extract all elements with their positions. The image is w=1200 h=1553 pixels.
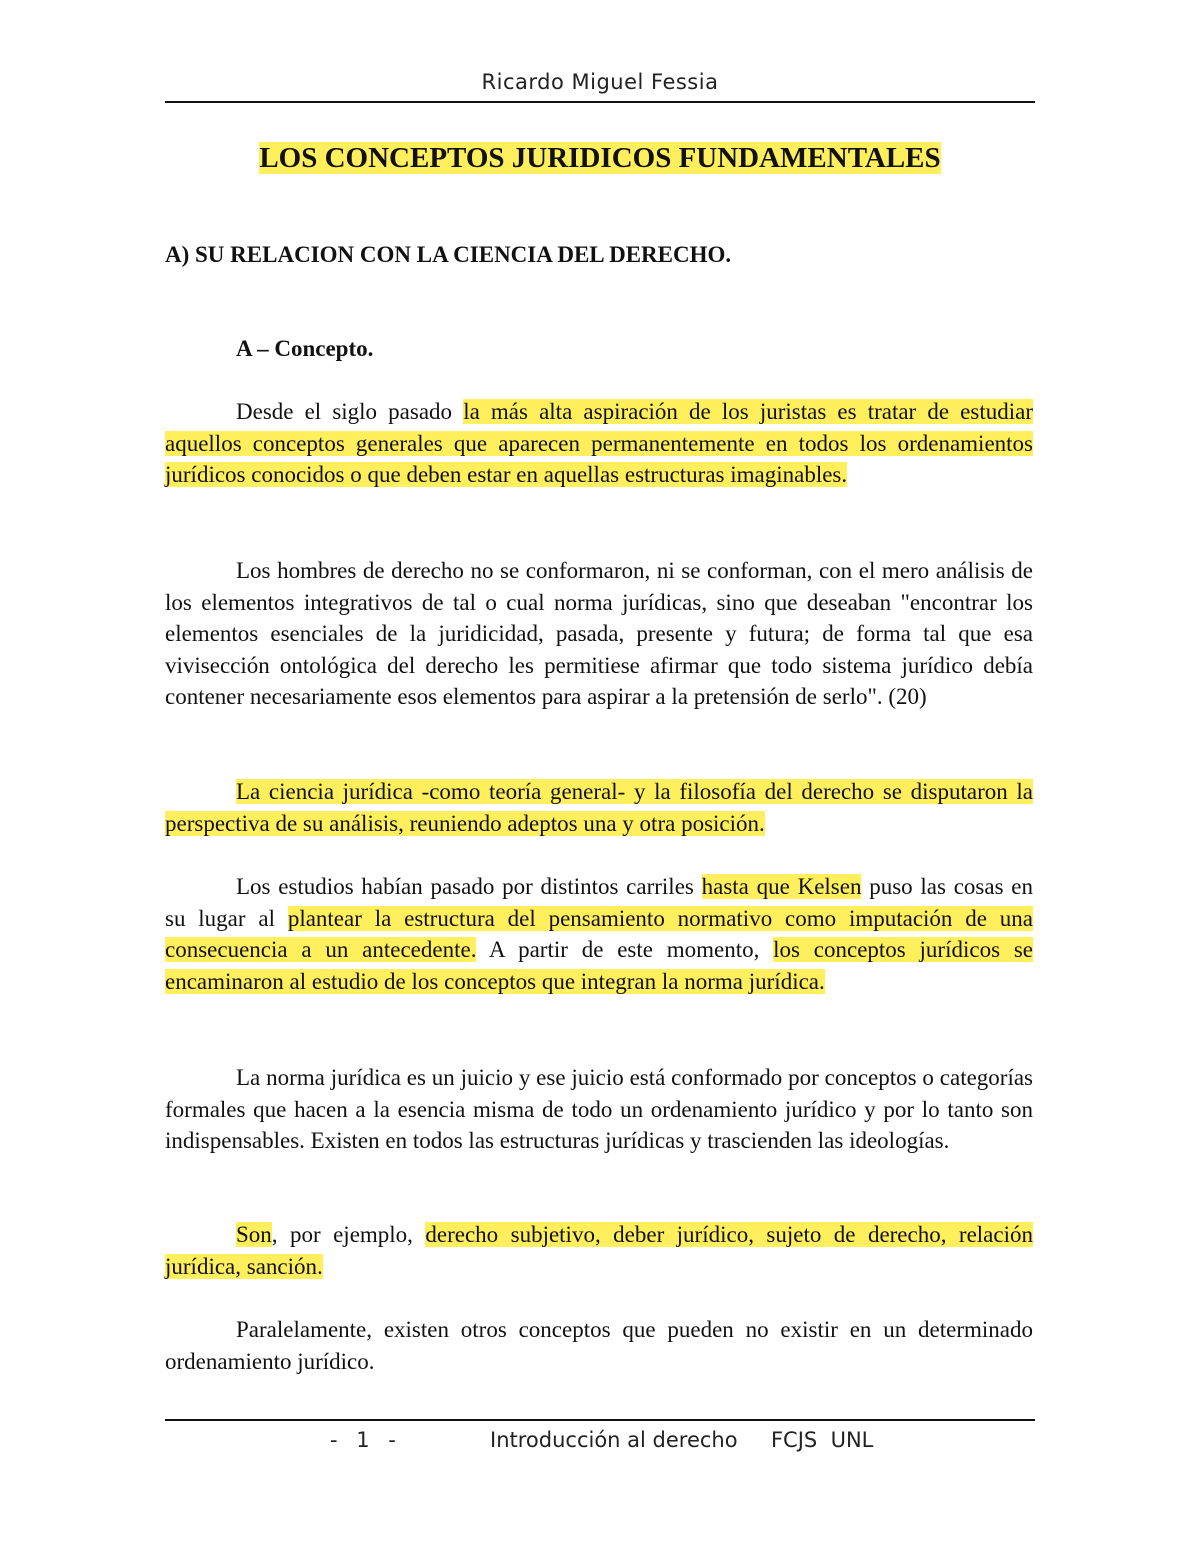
paragraph (165, 555, 1033, 713)
highlighted-text: La ciencia jurídica -como teoría general- y la filosofía del derecho se disputaron la perspectiva de su análisis, reuniendo adeptos una y otra posición. (165, 779, 1033, 836)
paragraph-text: Los estudios habían pasado por distintos carriles (236, 874, 702, 899)
footer-rule (165, 1419, 1035, 1421)
paragraph (165, 871, 1033, 997)
paragraph (165, 776, 1033, 839)
paragraph-text: , por ejemplo, (271, 1222, 426, 1247)
page-header-author: Ricardo Miguel Fessia (481, 70, 719, 94)
paragraph-text: A partir de este momento, (476, 937, 774, 962)
highlighted-text: los conceptos jurídicos se encaminaron al estudio de los conceptos que integran la norma jurídica. (165, 937, 1033, 994)
paragraph-text: puso las cosas en su lugar al (165, 874, 1033, 931)
highlighted-text: la más alta aspiración de los juristas es tratar de estudiar aquellos conceptos generales que aparecen permanentemente en todos los ordenamientos jurídicos conocidos o que deben estar en aquellas estructuras imaginables. (165, 399, 1033, 487)
highlighted-text: Son (236, 1222, 272, 1247)
highlighted-text: deber jurídico, sujeto de derecho, relación jurídica, sanción. (165, 1222, 1033, 1279)
page-number: - 1 - (330, 1428, 402, 1452)
highlighted-text: derecho subjetivo, (425, 1222, 601, 1247)
sub-heading: A – Concepto. (236, 336, 374, 361)
paragraph (165, 1219, 1033, 1282)
paragraph (165, 396, 1033, 491)
section-heading: A) SU RELACION CON LA CIENCIA DEL DERECHO. (165, 242, 732, 267)
paragraph-text: La norma jurídica es un juicio y ese juicio está conformado por conceptos o categorías formales que hacen a la esencia misma de todo un ordenamiento jurídico y por lo tanto son indispensables. Existen en todos las estructuras jurídicas y trascienden las ideologías. (165, 1065, 1033, 1153)
header-rule (165, 101, 1035, 103)
document-title (0, 142, 1200, 175)
document-title-text: LOS CONCEPTOS JURIDICOS FUNDAMENTALES (259, 142, 941, 174)
footer-course-label: Introducción al derecho FCJS UNL (490, 1428, 874, 1452)
paragraph (165, 1314, 1033, 1377)
highlighted-text: hasta que Kelsen (701, 874, 862, 899)
page-footer (0, 1428, 1200, 1458)
paragraph-text: Los hombres de derecho no se conformaron, ni se conforman, con el mero análisis de los elementos integrativos de tal o cual norma jurídicas, sino que deseaban "encontrar los elementos esenciales de la juridicidad, pasada, presente y futura; de forma tal que esa vivisección ontológica del derecho les permitiese afirmar que todo sistema jurídico debía contener necesariamente esos elementos para aspirar a la pretensión de serlo". (20) (165, 558, 1033, 709)
highlighted-text: plantear la estructura del pensamiento normativo como imputación de una consecuencia a un antecedente. (165, 905, 1034, 962)
paragraph (165, 1062, 1033, 1157)
paragraph-text: Paralelamente, existen otros conceptos que pueden no existir en un determinado ordenamiento jurídico. (165, 1317, 1033, 1374)
paragraph-text: Desde el siglo pasado (236, 399, 464, 424)
